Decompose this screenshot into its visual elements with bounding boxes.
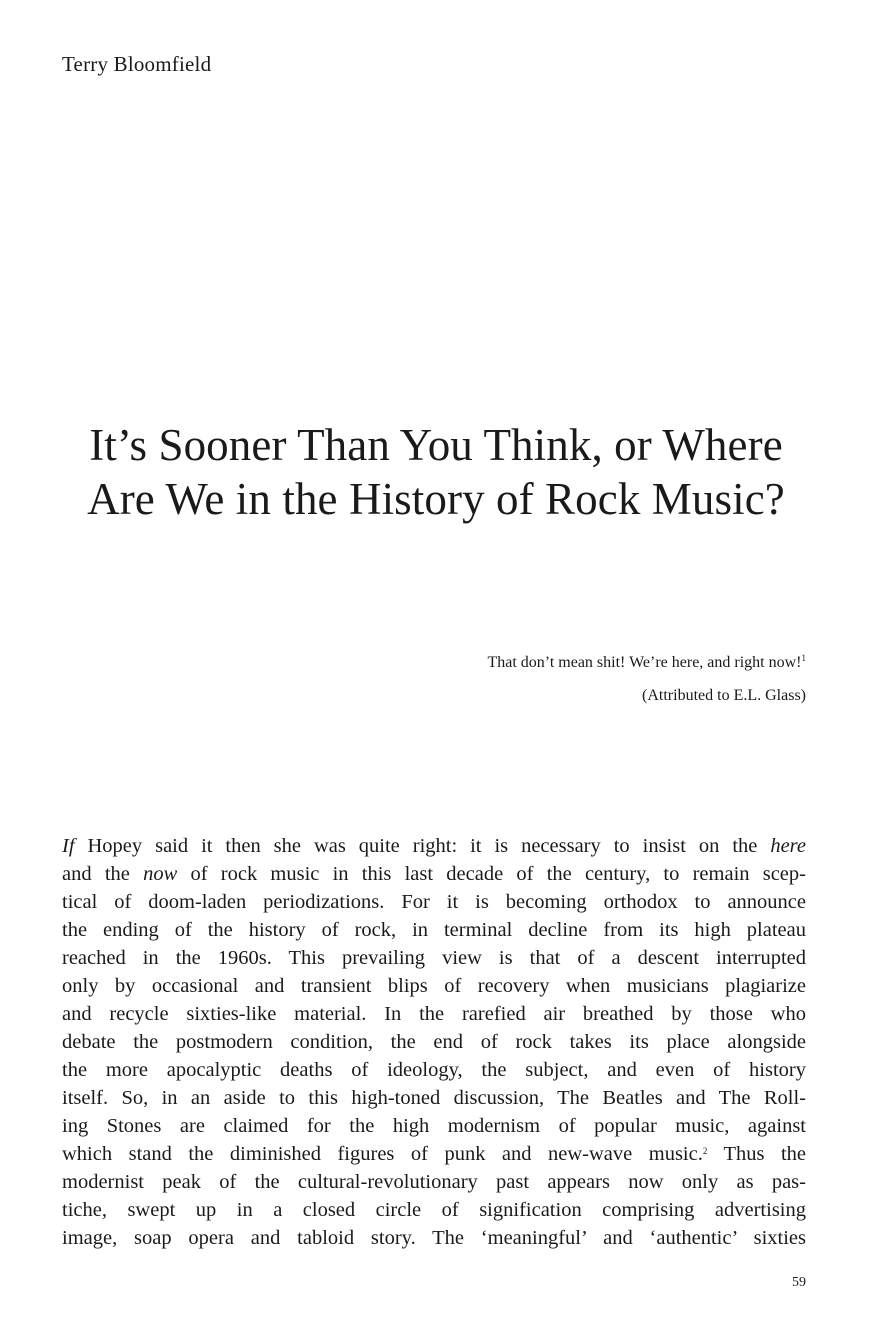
body-line: ing Stones are claimed for the high modernism of popular music, against <box>62 1115 806 1137</box>
body-line: and recycle sixties-like material. In the rarefied air breathed by those who <box>62 1003 806 1025</box>
epigraph-quote <box>487 646 806 679</box>
body-line: tical of doom-laden periodizations. For it is becoming orthodox to announce <box>62 891 806 913</box>
body-line-text: and the <box>62 863 144 885</box>
running-header-author: Terry Bloomfield <box>62 52 212 76</box>
body-line <box>62 832 806 860</box>
body-line <box>62 1140 806 1168</box>
body-line: itself. So, in an aside to this high-toned discussion, The Beatles and The Roll- <box>62 1087 806 1109</box>
footnote-ref-1[interactable]: 1 <box>801 653 806 663</box>
body-line-text: Hopey said it then she was quite right: it is necessary to insist on the <box>74 835 771 857</box>
emphasis-here: here <box>770 835 806 857</box>
article-title <box>62 418 810 526</box>
emphasis-now: now <box>143 863 178 885</box>
epigraph <box>487 646 806 712</box>
body-line-text: of rock music in this last decade of the century, to remain scep- <box>177 863 806 885</box>
body-line-text: which stand the diminished figures of punk and new-wave music. <box>62 1143 703 1165</box>
body-line: the ending of the history of rock, in terminal decline from its high plateau <box>62 919 806 941</box>
emphasis-if: If <box>62 835 75 857</box>
body-line: modernist peak of the cultural-revolutionary past appears now only as pas- <box>62 1171 806 1193</box>
footnote-ref-2[interactable]: 2 <box>702 1146 708 1156</box>
epigraph-attribution: (Attributed to E.L. Glass) <box>642 687 806 704</box>
title-line-2: Are We in the History of Rock Music? <box>87 474 785 524</box>
body-line <box>62 860 806 888</box>
body-line-text: Thus the <box>707 1143 806 1165</box>
body-line: image, soap opera and tabloid story. The ‘meaningful’ and ‘authentic’ sixties <box>62 1227 806 1249</box>
body-line: tiche, swept up in a closed circle of signification comprising advertising <box>62 1199 806 1221</box>
title-line-1: It’s Sooner Than You Think, or Where <box>89 420 783 470</box>
body-line: debate the postmodern condition, the end of rock takes its place alongside <box>62 1031 806 1053</box>
body-paragraph <box>62 832 806 1252</box>
body-line: reached in the 1960s. This prevailing view is that of a descent interrupted <box>62 947 806 969</box>
body-line: the more apocalyptic deaths of ideology, the subject, and even of history <box>62 1059 806 1081</box>
page-number: 59 <box>792 1275 806 1290</box>
body-line: only by occasional and transient blips of recovery when musicians plagiarize <box>62 975 806 997</box>
epigraph-quote-text: That don’t mean shit! We’re here, and right now! <box>487 654 802 671</box>
